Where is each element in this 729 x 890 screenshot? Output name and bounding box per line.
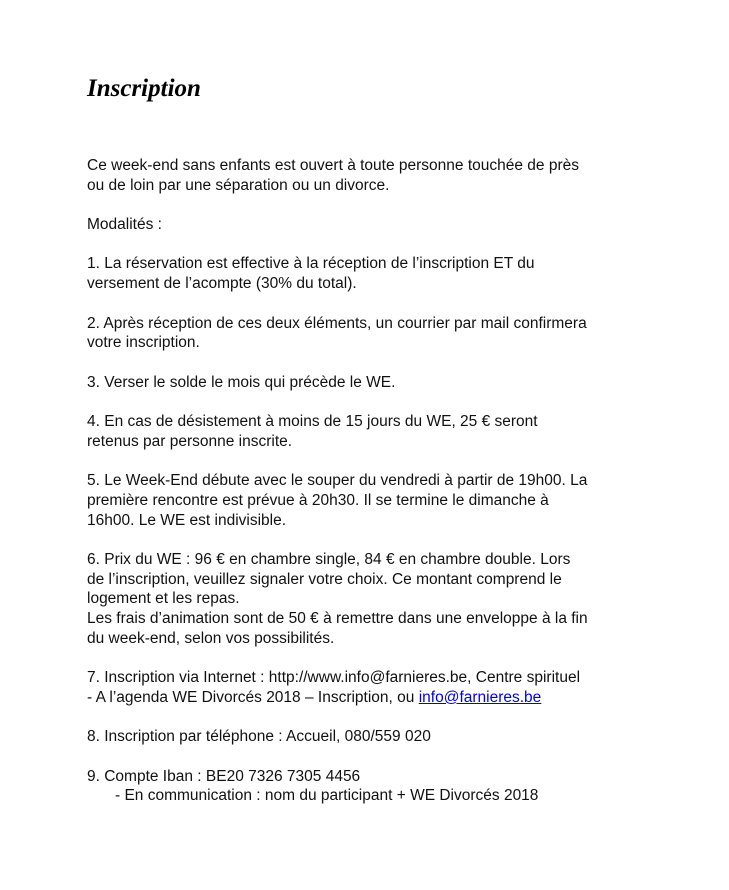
list-item-1 <box>87 254 687 293</box>
list-item-8 <box>87 727 687 747</box>
list-item-5 <box>87 471 687 530</box>
email-link[interactable]: info@farnieres.be <box>418 688 542 706</box>
list-item-6 <box>87 550 687 649</box>
item-text: - A l’agenda WE Divorcés 2018 – Inscription, ou <box>87 688 419 706</box>
item-line: 2. Après réception de ces deux éléments, un courrier par mail confirmera <box>87 314 587 332</box>
item-line: logement et les repas. <box>87 590 240 608</box>
list-item-4 <box>87 412 687 451</box>
list-item-9 <box>87 767 687 806</box>
item-line: 16h00. Le WE est indivisible. <box>87 511 287 529</box>
item-line: 1. La réservation est effective à la réception de l’inscription ET du <box>87 255 535 273</box>
item-line: 8. Inscription par téléphone : Accueil, 080/559 020 <box>87 728 431 746</box>
list-item-2 <box>87 314 687 353</box>
intro-paragraph <box>87 156 687 195</box>
item-line-with-link <box>87 688 687 708</box>
item-line: du week-end, selon vos possibilités. <box>87 629 335 647</box>
document-page <box>87 74 687 826</box>
item-line: 3. Verser le solde le mois qui précède le WE. <box>87 373 396 391</box>
list-item-3 <box>87 373 687 393</box>
item-line: 9. Compte Iban : BE20 7326 7305 4456 <box>87 767 361 785</box>
item-line: 5. Le Week-End débute avec le souper du vendredi à partir de 19h00. La <box>87 472 588 490</box>
item-line: retenus par personne inscrite. <box>87 432 293 450</box>
item-line: 6. Prix du WE : 96 € en chambre single, 84 € en chambre double. Lors <box>87 550 571 568</box>
page-title: Inscription <box>87 75 201 102</box>
modalites-label: Modalités : <box>87 216 162 234</box>
item-line: 4. En cas de désistement à moins de 15 jours du WE, 25 € seront <box>87 413 538 431</box>
list-item-7 <box>87 668 687 707</box>
intro-line: Ce week-end sans enfants est ouvert à toute personne touchée de près <box>87 157 580 174</box>
item-subline: - En communication : nom du participant + WE Divorcés 2018 <box>115 787 539 805</box>
item-line: versement de l’acompte (30% du total). <box>87 275 357 293</box>
item-line: 7. Inscription via Internet : http://www.info@farnieres.be, Centre spirituel <box>87 669 581 687</box>
item-line: première rencontre est prévue à 20h30. Il se termine le dimanche à <box>87 491 549 509</box>
intro-line: ou de loin par une séparation ou un divorce. <box>87 176 390 194</box>
item-line: votre inscription. <box>87 334 200 352</box>
item-line: de l’inscription, veuillez signaler votre choix. Ce montant comprend le <box>87 570 562 588</box>
modalites-heading <box>87 215 687 235</box>
item-line: Les frais d’animation sont de 50 € à remettre dans une enveloppe à la fin <box>87 610 588 628</box>
